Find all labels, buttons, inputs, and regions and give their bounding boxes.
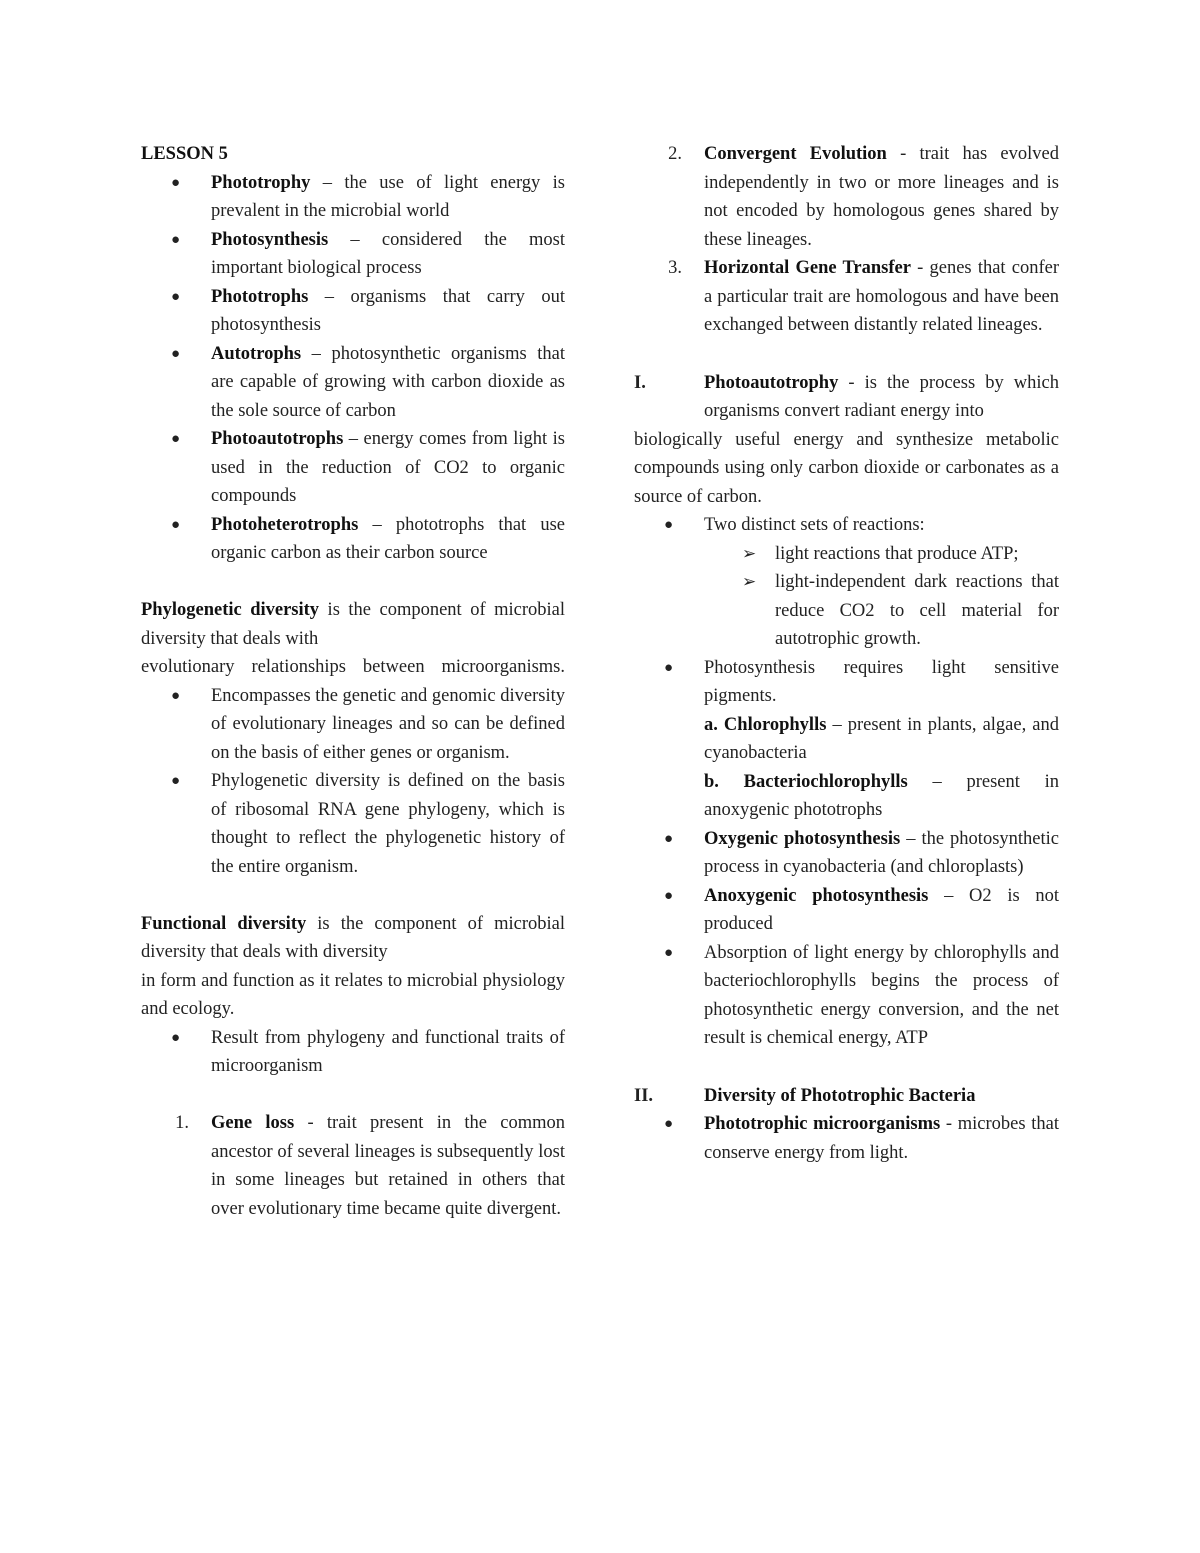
bullet-icon: ● xyxy=(664,517,674,533)
photoautotrophy-continuation: biologically useful energy and synthesize metabolic compounds using only carbon dioxide or carbonates as a source of carbon. xyxy=(634,429,1059,507)
bullet-icon: ● xyxy=(664,830,674,847)
bullet-icon: ● xyxy=(664,944,674,961)
bullet-item: ● Two distinct sets of reactions: xyxy=(634,511,1059,540)
bullet-item: ● Phylogenetic diversity is defined on the basis of ribosomal RNA gene phylogeny, which is thought to reflect the phylogenetic history of the entire organism. xyxy=(141,767,565,881)
section-heading: II. Diversity of Phototrophic Bacteria xyxy=(634,1085,976,1106)
left-column xyxy=(141,140,565,1223)
bullet-icon: ● xyxy=(664,659,674,676)
numbered-item: 2. Convergent Evolution - trait has evolved independently in two or more lineages and is not encoded by homologous genes shared by these lineages. xyxy=(668,144,1059,250)
pigment-item: b. Bacteriochlorophylls – present in anoxygenic phototrophs xyxy=(704,771,1060,820)
functional-diversity-paragraph: Functional diversity is the component of microbial diversity that deals with diversity xyxy=(141,913,565,962)
bullet-item: ● Photosynthesis requires light sensitive pigments. xyxy=(634,654,1059,711)
bullet-icon: ● xyxy=(171,773,181,789)
phylogenetic-diversity-paragraph: Phylogenetic diversity is the component of microbial diversity that deals with xyxy=(141,600,565,649)
bullet-icon: ● xyxy=(171,1029,181,1046)
functional-diversity-line: in form and function as it relates to microbial physiology and ecology. xyxy=(141,970,565,1019)
bullet-item: ● Absorption of light energy by chlorophylls and bacteriochlorophylls begins the process of photosynthetic energy conversion, and the net result is chemical energy, ATP xyxy=(634,939,1059,1053)
arrow-icon: ➢ xyxy=(742,572,757,591)
numbered-item: 1. Gene loss - trait present in the common ancestor of several lineages is subsequently lost in some lineages but retained in others that over evolutionary time became quite divergent. xyxy=(175,1113,566,1219)
numbered-item: 3. Horizontal Gene Transfer - genes that confer a particular trait are homologous and have been exchanged between distantly related lineages. xyxy=(668,258,1059,335)
pigment-item: a. Chlorophylls – present in plants, algae, and cyanobacteria xyxy=(704,714,1059,763)
bullet-icon: ● xyxy=(171,231,181,248)
section-heading: I. Photoautotrophy - is the process by which organisms convert radiant energy into xyxy=(634,372,1059,421)
bullet-icon: ● xyxy=(171,174,181,191)
bullet-item: ● Photosynthesis – considered the most important biological process xyxy=(141,226,565,283)
bullet-icon: ● xyxy=(171,345,181,362)
bullet-item: ● Phototrophy – the use of light energy is prevalent in the microbial world xyxy=(141,169,565,226)
bullet-item: ● Autotrophs – photosynthetic organisms that are capable of growing with carbon dioxide as the sole source of carbon xyxy=(141,340,565,426)
right-column xyxy=(634,140,1059,1167)
bullet-item: ● Result from phylogeny and functional traits of microorganism xyxy=(141,1024,565,1081)
bullet-item: ● Encompasses the genetic and genomic diversity of evolutionary lineages and so can be defined on the basis of either genes or organism. xyxy=(141,682,565,768)
bullet-icon: ● xyxy=(171,687,181,704)
bullet-icon: ● xyxy=(171,431,181,447)
bullet-icon: ● xyxy=(171,288,181,305)
bullet-icon: ● xyxy=(664,887,674,904)
arrow-icon: ➢ xyxy=(742,543,757,563)
bullet-item: ● Photoautotrophs – energy comes from light is used in the reduction of CO2 to organic compounds xyxy=(141,425,565,511)
phylogenetic-diversity-line: evolutionary relationships between microorganisms. xyxy=(141,657,565,677)
bullet-item: ● Phototrophic microorganisms - microbes that conserve energy from light. xyxy=(634,1110,1059,1167)
arrow-item: ➢ light reactions that produce ATP; xyxy=(634,540,1059,569)
bullet-icon: ● xyxy=(171,516,181,533)
bullet-item: ● Anoxygenic photosynthesis – O2 is not produced xyxy=(634,882,1059,939)
lesson-title: LESSON 5 xyxy=(141,144,228,164)
bullet-item: ● Phototrophs – organisms that carry out photosynthesis xyxy=(141,283,565,340)
arrow-item: ➢ light-independent dark reactions that reduce CO2 to cell material for autotrophic growth. xyxy=(634,568,1059,654)
bullet-icon: ● xyxy=(664,1116,674,1132)
bullet-item: ● Photoheterotrophs – phototrophs that use organic carbon as their carbon source xyxy=(141,511,565,568)
bullet-item: ● Oxygenic photosynthesis – the photosynthetic process in cyanobacteria (and chloroplasts) xyxy=(634,825,1059,882)
